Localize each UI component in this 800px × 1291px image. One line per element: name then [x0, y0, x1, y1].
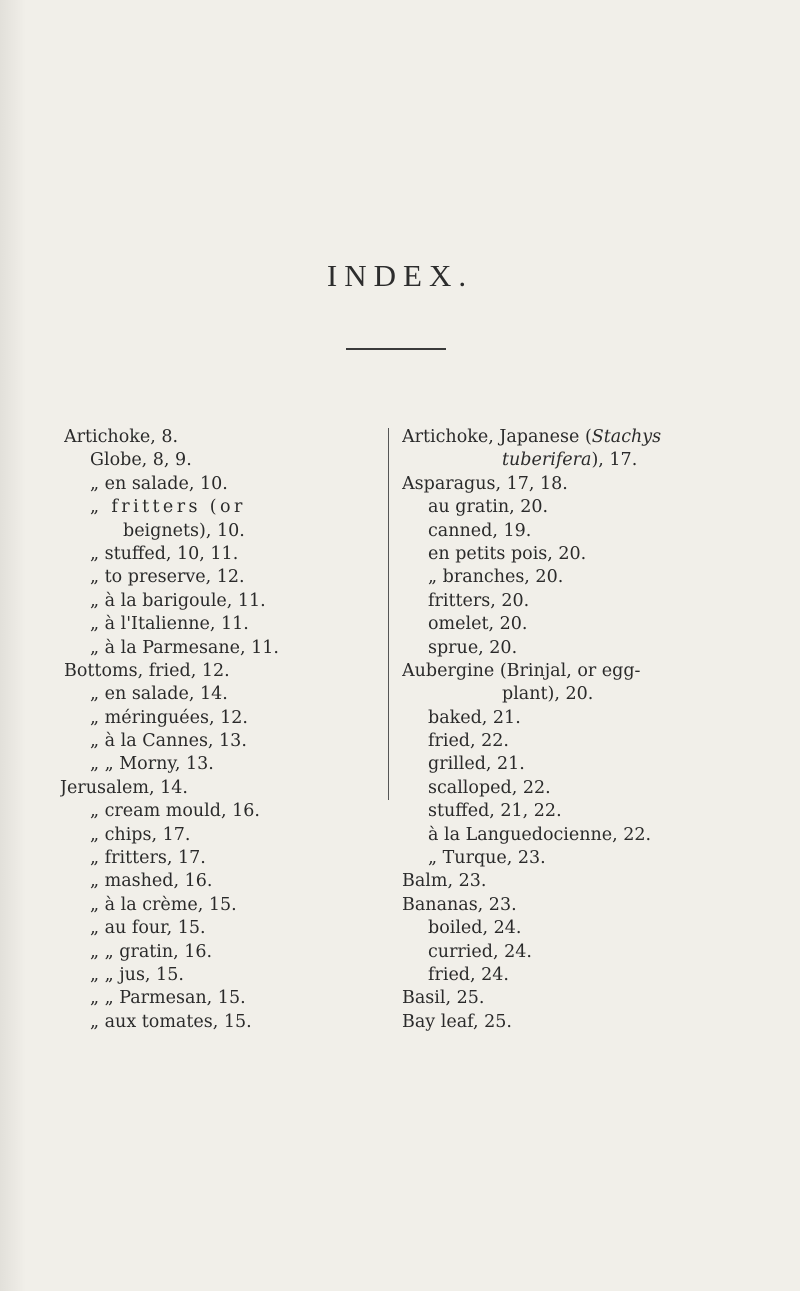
index-entry: „ to preserve, 12.: [90, 567, 245, 588]
index-entry: „ mashed, 16.: [90, 871, 213, 892]
index-entry: „ à la Parmesane, 11.: [90, 637, 279, 658]
index-entry: fried, 24.: [428, 964, 509, 985]
index-entry: Bananas, 23.: [402, 894, 517, 915]
index-entry: grilled, 21.: [428, 754, 525, 775]
entry-text: Artichoke, Japanese (: [402, 427, 592, 447]
index-entry: omelet, 20.: [428, 614, 528, 635]
index-entry: à la Languedocienne, 22.: [428, 824, 652, 845]
index-entry: scalloped, 22.: [428, 777, 551, 798]
index-entry: curried, 24.: [428, 941, 532, 962]
index-entry: Jerusalem, 14.: [60, 777, 188, 798]
index-entry: en petits pois, 20.: [428, 543, 587, 564]
index-entry: „ cream mould, 16.: [90, 801, 260, 822]
index-entry: beignets), 10.: [123, 520, 245, 541]
index-entry: fritters, 20.: [428, 590, 530, 611]
index-entry: au gratin, 20.: [428, 497, 549, 518]
index-entry: „ à la barigoule, 11.: [90, 590, 266, 611]
index-right-column: [402, 426, 742, 1034]
index-entry: „ fritters (or: [90, 497, 246, 518]
index-entry: Asparagus, 17, 18.: [402, 473, 568, 494]
index-entry: „ chips, 17.: [90, 824, 191, 845]
index-entry: Bay leaf, 25.: [402, 1011, 512, 1032]
index-entry: Artichoke, 8.: [64, 427, 179, 447]
entry-text: ), 17.: [591, 450, 638, 471]
index-entry: „ fritters, 17.: [90, 848, 206, 869]
index-entry: fried, 22.: [428, 731, 509, 752]
index-entry: Bottoms, fried, 12.: [64, 660, 230, 681]
column-divider: [388, 428, 389, 800]
index-entry: „ en salade, 10.: [90, 473, 228, 494]
index-entry: „ à la crème, 15.: [90, 894, 237, 915]
page-title: INDEX.: [326, 258, 474, 293]
index-entry: „ „ Parmesan, 15.: [90, 988, 246, 1009]
index-entry: stuffed, 21, 22.: [428, 801, 562, 822]
index-entry: boiled, 24.: [428, 918, 522, 939]
index-entry: „ „ gratin, 16.: [90, 941, 213, 962]
entry-italic-text: tuberifera: [502, 450, 592, 471]
index-left-column: [60, 426, 374, 1034]
index-entry: „ aux tomates, 15.: [90, 1011, 252, 1032]
index-entry: [402, 426, 742, 449]
index-entry: „ stuffed, 10, 11.: [90, 543, 239, 564]
index-entry: [402, 449, 742, 472]
index-entry: Aubergine (Brinjal, or egg-: [402, 660, 641, 681]
index-entry: „ à l'Italienne, 11.: [90, 614, 249, 635]
entry-italic-text: Stachys: [591, 427, 662, 447]
index-entry: canned, 19.: [428, 520, 532, 541]
index-entry: Basil, 25.: [402, 988, 485, 1009]
page-edge-shadow: [0, 0, 26, 1291]
index-entry: „ en salade, 14.: [90, 684, 228, 705]
index-entry: „ méringuées, 12.: [90, 707, 248, 728]
index-entry: Balm, 23.: [402, 871, 487, 892]
index-entry: „ Turque, 23.: [428, 848, 546, 869]
index-entry: „ „ Morny, 13.: [90, 754, 214, 775]
index-entry: „ branches, 20.: [428, 567, 564, 588]
index-entry: „ „ jus, 15.: [90, 964, 184, 985]
title-rule: [346, 348, 446, 350]
index-entry: sprue, 20.: [428, 637, 518, 658]
index-entry: „ au four, 15.: [90, 918, 206, 939]
index-entry: Globe, 8, 9.: [90, 450, 192, 471]
index-entry: „ à la Cannes, 13.: [90, 731, 247, 752]
index-entry: plant), 20.: [502, 684, 594, 705]
index-entry: baked, 21.: [428, 707, 521, 728]
